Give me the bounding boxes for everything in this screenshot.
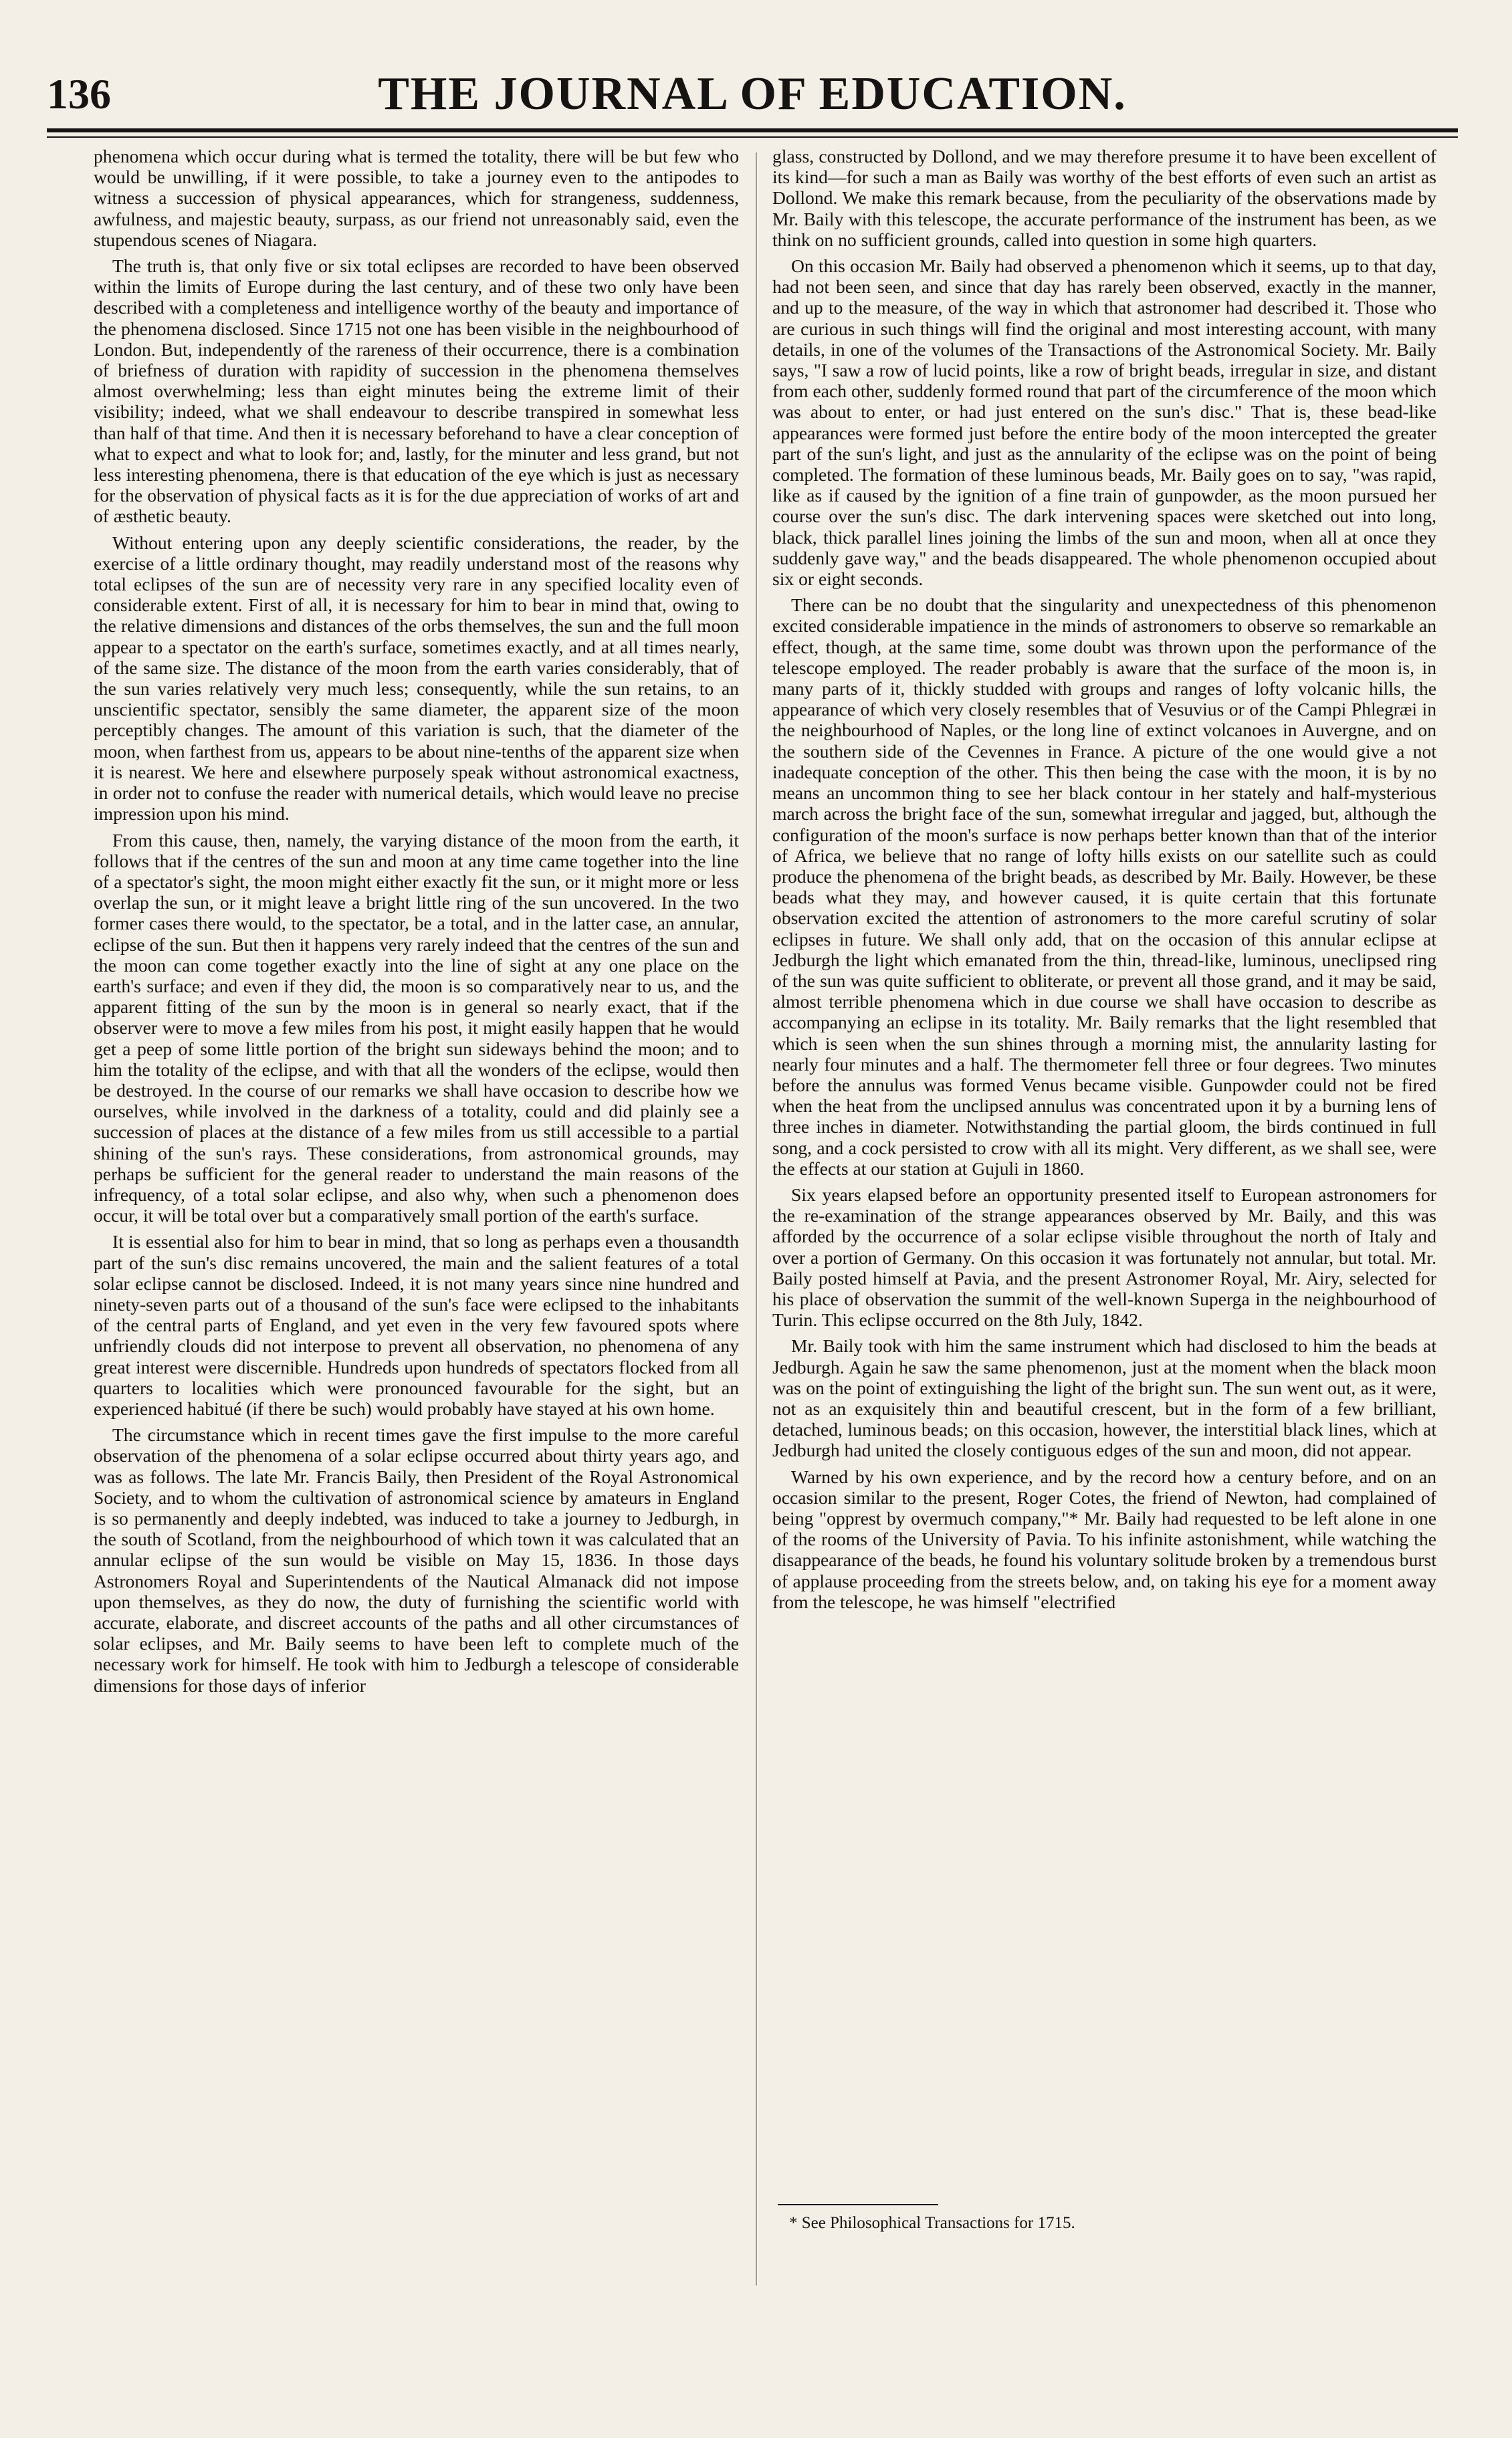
page-number: 136 — [47, 70, 111, 118]
paragraph: phenomena which occur during what is termed the totality, there will be but few who would be unwilling, if it were possible, to take a journey even to the antipodes to witness a succession of physical appearances, which for strangeness, suddenness, awfulness, and majestic beauty, surpass, as our friend not unreasonably said, even the stupendous scenes of Niagara. — [94, 146, 739, 250]
paragraph: Warned by his own experience, and by the record how a century before, and on an occasion similar to the present, Roger Cotes, the friend of Newton, had complained of being "opprest by overmuch company,"* Mr. Baily had requested to be left alone in one of the rooms of the University of Pavia. To his infinite astonishment, while watching the disappearance of the beads, he found his voluntary solitude broken by a tremendous burst of applause proceeding from the streets below, and, on taking his eye for a moment away from the telescope, he was himself "electrified — [772, 1466, 1436, 1612]
paragraph: Mr. Baily took with him the same instrument which had disclosed to him the beads at Jedburgh. Again he saw the same phenomenon, just at the moment when the black moon was on the point of extinguishing the light of the bright sun. The sun went out, as it were, not as an exquisitely thin and beautiful crescent, but in the form of a few brilliant, detached, luminous beads; on this occasion, however, the interstitial black lines, which at Jedburgh had united the closely contiguous edges of the sun and moon, did not appear. — [772, 1335, 1436, 1461]
paragraph: There can be no doubt that the singularity and unexpectedness of this phenomenon excited considerable impatience in the minds of astronomers to observe so remarkable an effect, though, at the same time, some doubt was thrown upon the performance of the telescope employed. The reader probably is aware that the surface of the moon is, in many parts of it, thickly studded with groups and ranges of lofty volcanic hills, the appearance of which very closely resembles that of Vesuvius or of the Campi Phlegræi in the neighbourhood of Naples, or the long line of extinct volcanoes in Auvergne, and on the southern side of the Cevennes in France. A picture of the one would give a not inadequate conception of the other. This then being the case with the moon, it is by no means an uncommon thing to see her black contour in her stately and half-mysterious march across the bright face of the sun, somewhat irregular and jagged, but, although the configuration of the moon's surface is now perhaps better known than that of the interior of Africa, we believe that no range of lofty hills exists on our satellite such as could produce the phenomena of the bright beads, as described by Mr. Baily. However, be these beads what they may, and however caused, it is quite certain that this fortunate observation excited the attention of astronomers to the more careful scrutiny of solar eclipses in future. We shall only add, that on the occasion of this annular eclipse at Jedburgh the light which emanated from the thin, thread-like, luminous, uneclipsed ring of the sun was quite sufficient to obliterate, or prevent all those grand, and it may be said, almost terrible phenomena which in due course we shall have occasion to describe as accompanying an eclipse in its totality. Mr. Baily remarks that the light resembled that which is seen when the sun shines through a morning mist, the annularity lasting for nearly four minutes and a half. The thermometer fell three or four degrees. Two minutes before the annulus was formed Venus became visible. Gunpowder could not be fired when the heat from the unclipsed annulus was concentrated upon it by a burning lens of three inches in diameter. Notwithstanding the partial gloom, the birds continued in full song, and a cock persisted to crow with all its might. Very different, as we shall see, were the effects at our station at Gujuli in 1860. — [772, 594, 1436, 1179]
page-header — [47, 66, 1458, 123]
paragraph: The truth is, that only five or six total eclipses are recorded to have been observed within the limits of Europe during the last century, and of these two only have been described with a completeness and intelligence worthy of the beauty and importance of the phenomena disclosed. Since 1715 not one has been visible in the neighbourhood of London. But, independently of the rareness of their occurrence, there is a combination of briefness of duration with rapidity of succession in the phenomena themselves almost overwhelming; less than eight minutes being the extreme limit of their visibility; indeed, what we shall endeavour to describe transpired in somewhat less than half of that time. And then it is necessary beforehand to have a clear conception of what to expect and what to look for; and, lastly, for the minuter and less grand, but not less interesting phenomena, there is that education of the eye which is just as necessary for the observation of physical facts as it is for the due appreciation of works of art and of æsthetic beauty. — [94, 255, 739, 527]
paragraph: The circumstance which in recent times gave the first impulse to the more careful observation of the phenomena of a solar eclipse occurred about thirty years ago, and was as follows. The late Mr. Francis Baily, then President of the Royal Astronomical Society, and to whom the cultivation of astronomical science by amateurs in England is so permanently and deeply indebted, was induced to take a journey to Jedburgh, in the south of Scotland, from the neighbourhood of which town it was calculated that an annular eclipse of the sun would be visible on May 15, 1836. In those days Astronomers Royal and Superintendents of the Nautical Almanack did not impose upon themselves, as they do now, the duty of furnishing the scientific world with accurate, elaborate, and discreet accounts of the paths and all other circumstances of solar eclipses, and Mr. Baily seems to have been left to complete much of the necessary work for himself. He took with him to Jedburgh a telescope of considerable dimensions for those days of inferior — [94, 1424, 739, 1696]
paragraph: It is essential also for him to bear in mind, that so long as perhaps even a thousandth part of the sun's disc remains uncovered, the main and the salient features of a total solar eclipse cannot be disclosed. Indeed, it is not many years since nine hundred and ninety-seven parts out of a thousand of the sun's face were eclipsed to the inhabitants of the central parts of England, and yet even in the very few favoured spots where unfriendly clouds did not interpose to prevent all observation, no phenomena of any great interest were discernible. Hundreds upon hundreds of spectators flocked from all quarters to localities which were pronounced favourable for the sight, but an experienced habitué (if there be such) would probably have stayed at his own home. — [94, 1231, 739, 1419]
header-rule-thin — [47, 136, 1458, 138]
footnote-rule — [778, 2204, 938, 2205]
column-divider — [756, 152, 757, 2286]
paragraph: glass, constructed by Dollond, and we may therefore presume it to have been excellent of its kind—for such a man as Baily was worthy of the best efforts of even such an artist as Dollond. We make this remark because, from the peculiarity of the observations made by Mr. Baily with this telescope, the accurate performance of the instrument has been, as we think on no sufficient grounds, called into question in some high quarters. — [772, 146, 1436, 250]
journal-title: THE JOURNAL OF EDUCATION. — [378, 68, 1127, 120]
paragraph: From this cause, then, namely, the varying distance of the moon from the earth, it follows that if the centres of the sun and moon at any time came together into the line of a spectator's sight, the moon might either exactly fit the sun, or it might more or less overlap the sun, or it might leave a bright little ring of the sun uncovered. In the two former cases there would, to the spectator, be a total, and in the latter case, an annular, eclipse of the sun. But then it happens very rarely indeed that the centres of the sun and the moon can come together exactly into the line of sight at any one place on the earth's surface; and even if they did, the moon is so comparatively near to us, and the apparent fitting of the sun by the moon is in general so nearly exact, that if the observer were to move a few miles from his post, it might easily happen that he would get a peep of some little portion of the bright sun sideways behind the moon; and to him the totality of the eclipse, and with that all the wonders of the eclipse, would then be destroyed. In the course of our remarks we shall have occasion to describe how we ourselves, while involved in the darkness of a totality, could and did plainly see a succession of places at the distance of a few miles from us still accessible to a partial shining of the sun's rays. These considerations, from astronomical grounds, may perhaps be sufficient for the general reader to understand the main reasons of the infrequency, of a total solar eclipse, and also why, when such a phenomenon does occur, it will be total over but a comparatively small portion of the earth's surface. — [94, 829, 739, 1226]
right-column — [772, 146, 1436, 2152]
left-column — [94, 146, 739, 2289]
paragraph: On this occasion Mr. Baily had observed a phenomenon which it seems, up to that day, had not been seen, and since that day has rarely been observed, exactly in the manner, and up to the measure, of the way in which that astronomer had described it. Those who are curious in such things will find the original and most interesting account, with many details, in one of the volumes of the Transactions of the Astronomical Society. Mr. Baily says, "I saw a row of lucid points, like a row of bright beads, irregular in size, and distant from each other, suddenly formed round that part of the circumference of the moon which was about to enter, or had just entered on the sun's disc." That is, these bead-like appearances were formed just before the entire body of the moon intercepted the greater part of the sun's light, and just as the annularity of the eclipse was on the point of being completed. The formation of these luminous beads, Mr. Baily goes on to say, "was rapid, like as if caused by the ignition of a fine train of gunpowder, as the moon pursued her course over the sun's disc. The dark intervening spaces were sketched out into long, black, thick parallel lines joining the limbs of the sun and moon, when all at once they suddenly gave way," and the beads disappeared. The whole phenomenon occupied about six or eight seconds. — [772, 255, 1436, 590]
footnote: * See Philosophical Transactions for 1715. — [789, 2214, 1075, 2232]
header-rule-thick — [47, 128, 1458, 132]
paragraph: Without entering upon any deeply scientific considerations, the reader, by the exercise of a little ordinary thought, may readily understand most of the reasons why total eclipses of the sun are of necessity very rare in any specified locality even of considerable extent. First of all, it is necessary for him to bear in mind that, owing to the relative dimensions and distances of the orbs themselves, the sun and the full moon appear to a spectator on the earth's surface, sometimes exactly, and at all times nearly, of the same size. The distance of the moon from the earth varies considerably, that of the sun varies relatively very much less; consequently, while the sun retains, to an unscientific spectator, sensibly the same diameter, the apparent size of the moon perceptibly changes. The amount of this variation is such, that the diameter of the moon, when farthest from us, appears to be about nine-tenths of the apparent size when it is nearest. We here and elsewhere purposely speak without astronomical exactness, in order not to confuse the reader with numerical details, which would leave no precise impression upon his mind. — [94, 532, 739, 824]
paragraph: Six years elapsed before an opportunity presented itself to European astronomers for the re-examination of the strange appearances observed by Mr. Baily, and this was afforded by the occurrence of a solar eclipse visible throughout the north of Italy and over a portion of Germany. On this occasion it was fortunately not annular, but total. Mr. Baily posted himself at Pavia, and the present Astronomer Royal, Mr. Airy, selected for his place of observation the summit of the well-known Superga in the neighbourhood of Turin. This eclipse occurred on the 8th July, 1842. — [772, 1184, 1436, 1331]
